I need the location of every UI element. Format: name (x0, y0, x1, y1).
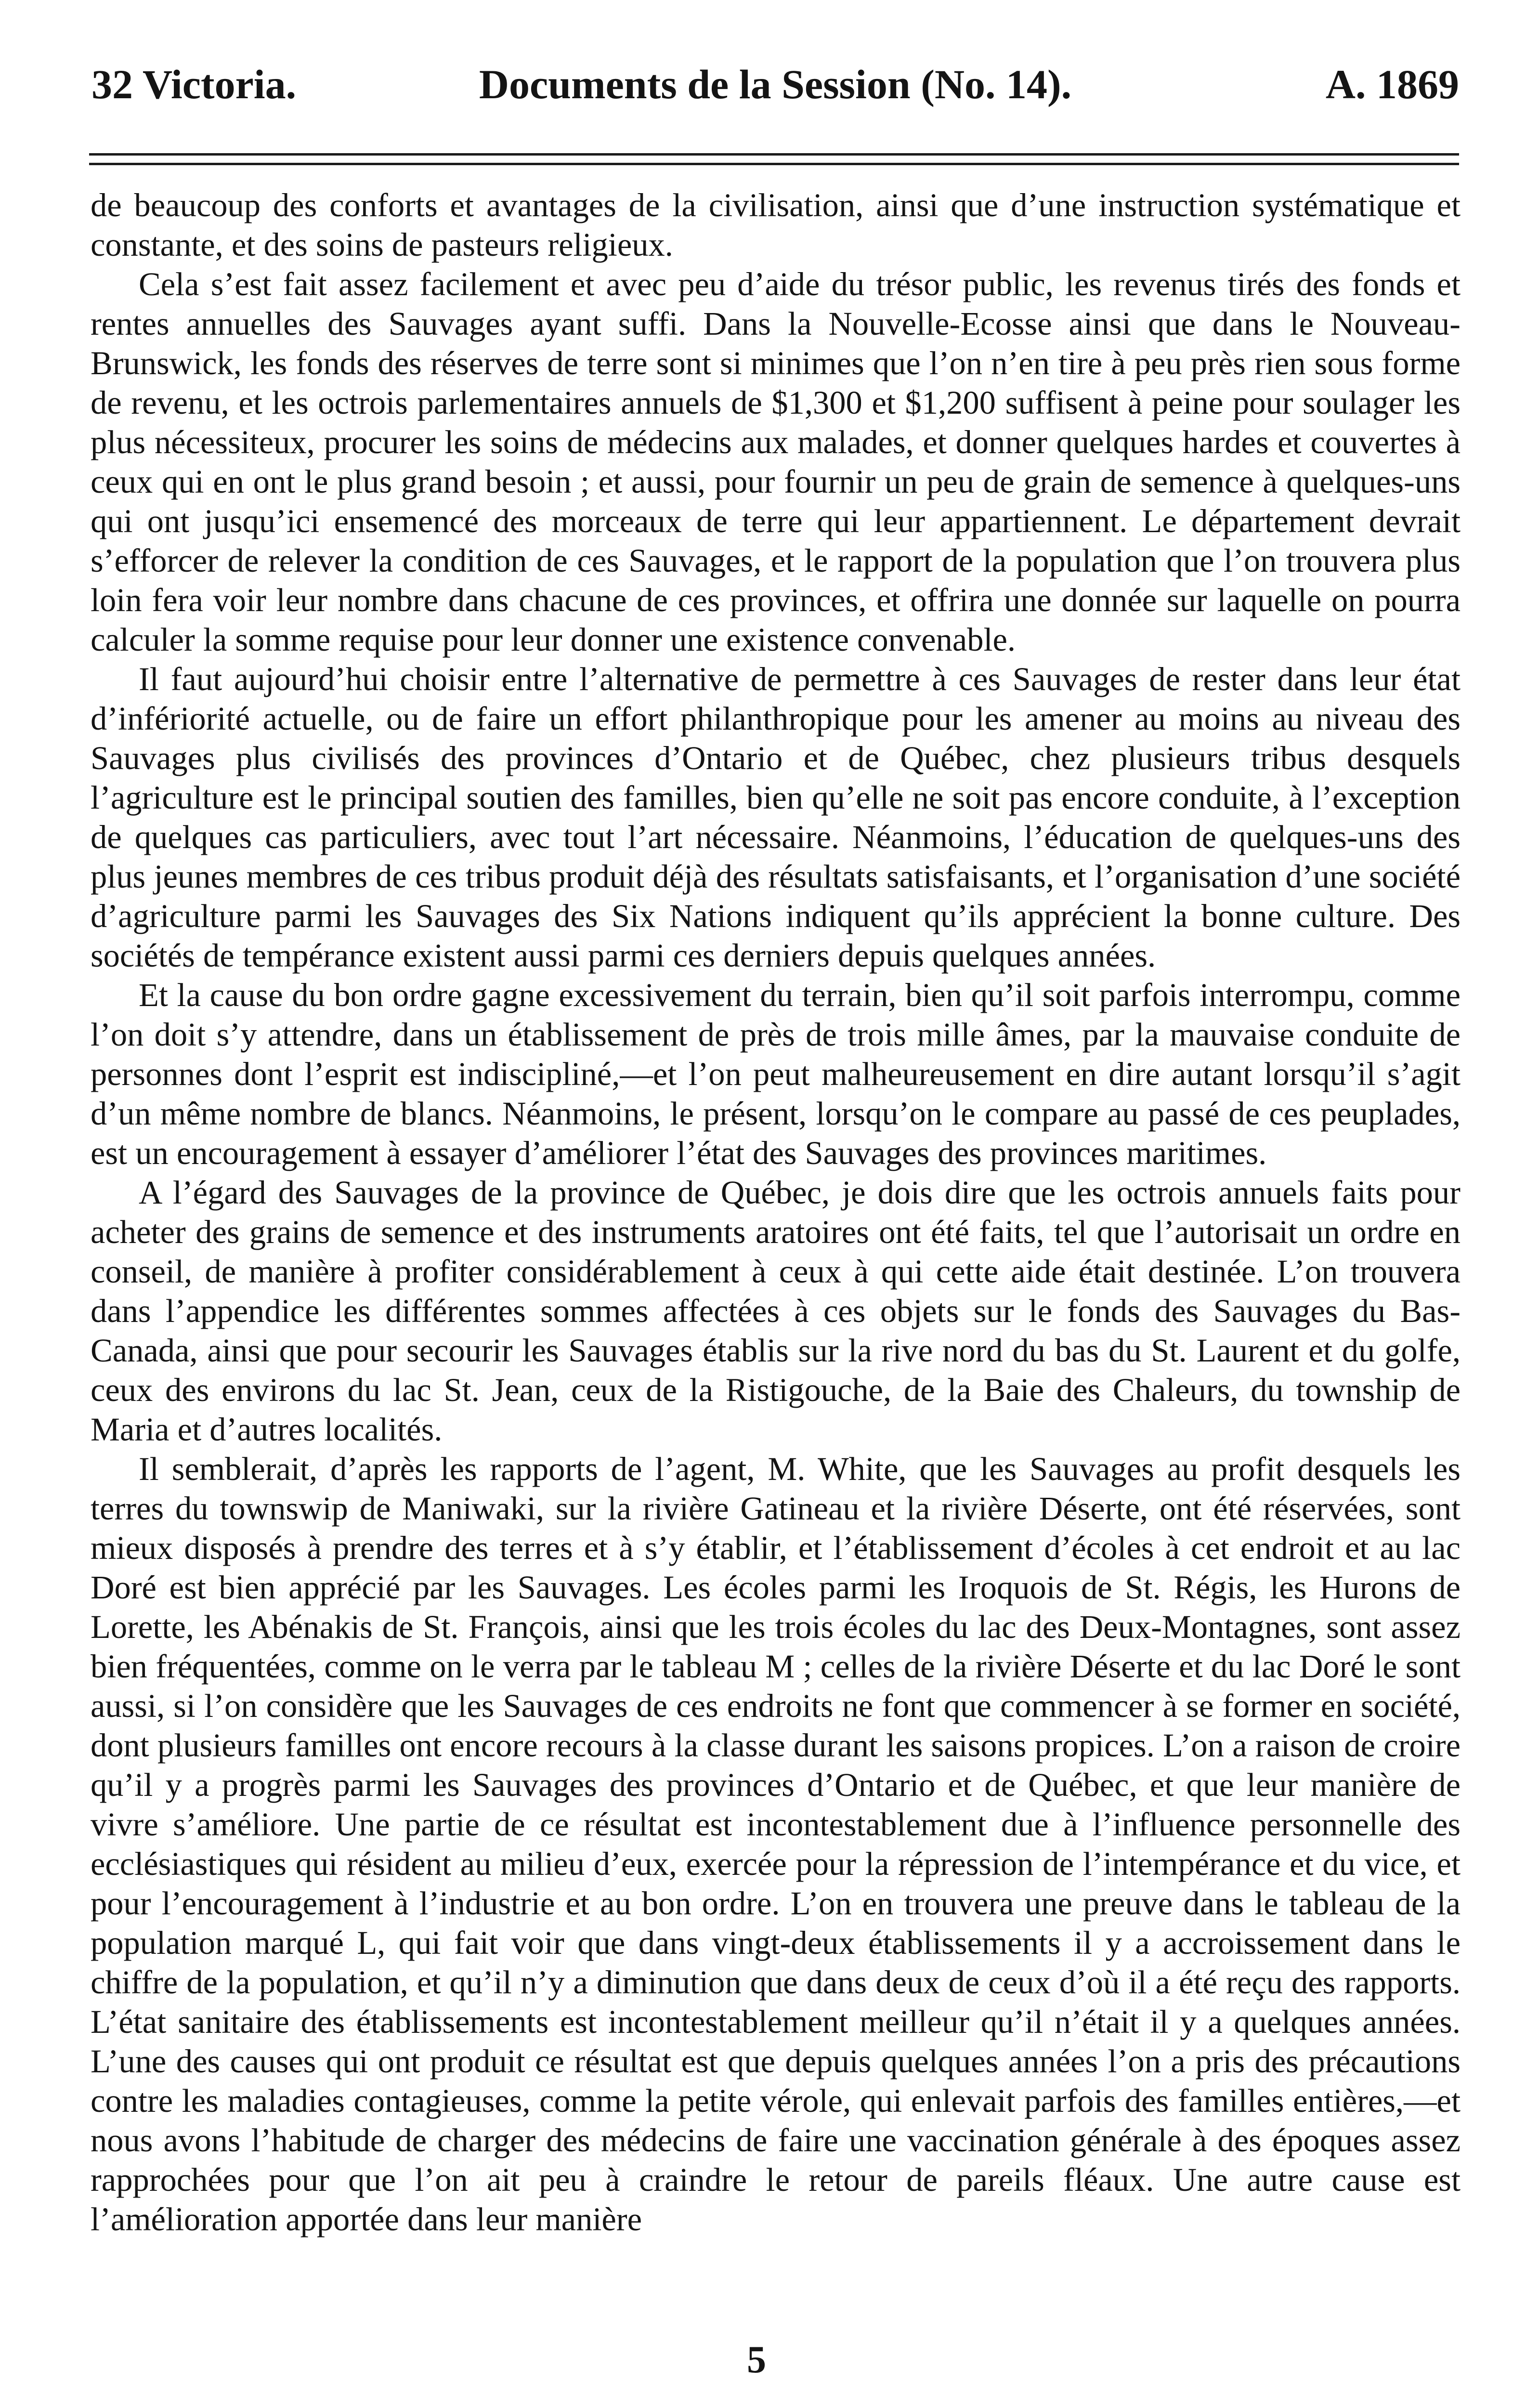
page-header (91, 58, 1459, 111)
paragraph: Cela s’est fait assez facilement et avec peu d’aide du trésor public, les revenus tirés des fonds et rentes annuelles des Sauvages ayant suffi. Dans la Nouvelle-Ecosse ainsi que dans le Nouveau-Brunswick, les fonds des réserves de terre sont si minimes que l’on n’en tire à peu près rien sous forme de revenu, et les octrois parlementaires annuels de $1,300 et $1,200 suffisent à peine pour soulager les plus nécessiteux, procurer les soins de médecins aux malades, et donner quelques hardes et couvertes à ceux qui en ont le plus grand besoin ; et aussi, pour fournir un peu de grain de semence à quelques-uns qui ont jusqu’ici ensemencé des morceaux de terre qui leur appartiennent. Le département devrait s’efforcer de relever la condition de ces Sauvages, et le rapport de la population que l’on trouvera plus loin fera voir leur nombre dans chacune de ces provinces, et offrira une donnée sur laquelle on pourra calculer la somme requise pour leur donner une existence convenable. (91, 266, 1461, 658)
header-rule-top (89, 153, 1459, 156)
header-rule-bottom (89, 163, 1459, 165)
paragraph: Il semblerait, d’après les rapports de l’agent, M. White, que les Sauvages au profit desquels les terres du townswip de Maniwaki, sur la rivière Gatineau et la rivière Déserte, ont été réservées, sont mieux disposés à prendre des terres et à s’y établir, et l’établissement d’écoles à cet endroit et au lac Doré est bien apprécié par les Sauvages. Les écoles parmi les Iroquois de St. Régis, les Hurons de Lorette, les Abénakis de St. François, ainsi que les trois écoles du lac des Deux-Montagnes, sont assez bien fréquentées, comme on le verra par le tableau M ; celles de la rivière Déserte et du lac Doré le sont aussi, si l’on considère que les Sauvages de ces endroits ne font que commencer à se former en société, dont plusieurs familles ont encore recours à la classe durant les saisons propices. L’on a raison de croire qu’il y a progrès parmi les Sauvages des provinces d’Ontario et de Québec, et que leur manière de vivre s’améliore. Une partie de ce résultat est incontestablement due à l’influence personnelle des ecclésiastiques qui résident au milieu d’eux, exercée pour la répression de l’intempérance et du vice, et pour l’encouragement à l’industrie et au bon ordre. L’on en trouvera une preuve dans le tableau de la population marqué L, qui fait voir que dans vingt-deux établissements il y a accroissement dans le chiffre de la population, et qu’il n’y a diminution que dans deux de ceux d’où il a été reçu des rapports. L’état sanitaire des établissements est incontestablement meilleur qu’il n’était il y a quelques années. L’une des causes qui ont produit ce résultat est que depuis quelques années l’on a pris des précautions contre les maladies contagieuses, comme la petite vérole, qui enlevait parfois des familles entières,—et nous avons l’habitude de charger des médecins de faire une vaccination générale à des époques assez rapprochées pour que l’on ait peu à craindre le retour de pareils fléaux. Une autre cause est l’amélioration apportée dans leur manière (91, 1451, 1461, 2238)
paragraph: Et la cause du bon ordre gagne excessivement du terrain, bien qu’il soit parfois interrompu, comme l’on doit s’y attendre, dans un établissement de près de trois mille âmes, par la mauvaise conduite de personnes dont l’esprit est indiscipliné,—et l’on peut malheureusement en dire autant lorsqu’il s’agit d’un même nombre de blancs. Néanmoins, le présent, lorsqu’on le compare au passé de ces peuplades, est un encouragement à essayer d’améliorer l’état des Sauvages des provinces maritimes. (91, 977, 1461, 1171)
header-document-title: Documents de la Session (No. 14). (479, 61, 1072, 107)
header-regnal-year: 32 Victoria. (91, 61, 297, 107)
body-text (91, 185, 1461, 2239)
header-year: A. 1869 (1325, 61, 1459, 107)
page-number: 5 (747, 2339, 766, 2381)
paragraph: A l’égard des Sauvages de la province de Québec, je dois dire que les octrois annuels faits pour acheter des grains de semence et des instruments aratoires ont été faits, tel que l’autorisait un ordre en conseil, de manière à profiter considérablement à ceux à qui cette aide était destinée. L’on trouvera dans l’appendice les différentes sommes affectées à ces objets sur le fonds des Sauvages du Bas-Canada, ainsi que pour secourir les Sauvages établis sur la rive nord du bas du St. Laurent et du golfe, ceux des environs du lac St. Jean, ceux de la Ristigouche, de la Baie des Chaleurs, du township de Maria et d’autres localités. (91, 1174, 1461, 1448)
paragraph: Il faut aujourd’hui choisir entre l’alternative de permettre à ces Sauvages de rester dans leur état d’infériorité actuelle, ou de faire un effort philanthropique pour les amener au moins au niveau des Sauvages plus civilisés des provinces d’Ontario et de Québec, chez plusieurs tribus desquels l’agriculture est le principal soutien des familles, bien qu’elle ne soit pas encore conduite, à l’exception de quelques cas particuliers, avec tout l’art nécessaire. Néanmoins, l’éducation de quelques-uns des plus jeunes membres de ces tribus produit déjà des résultats satisfaisants, et l’organisation d’une société d’agriculture parmi les Sauvages des Six Nations indiquent qu’ils apprécient la bonne culture. Des sociétés de tempérance existent aussi parmi ces derniers depuis quelques années. (91, 661, 1461, 974)
paragraph-continuation: de beaucoup des conforts et avantages de la civilisation, ainsi que d’une instruction systématique et constante, et des soins de pasteurs religieux. (91, 187, 1461, 263)
